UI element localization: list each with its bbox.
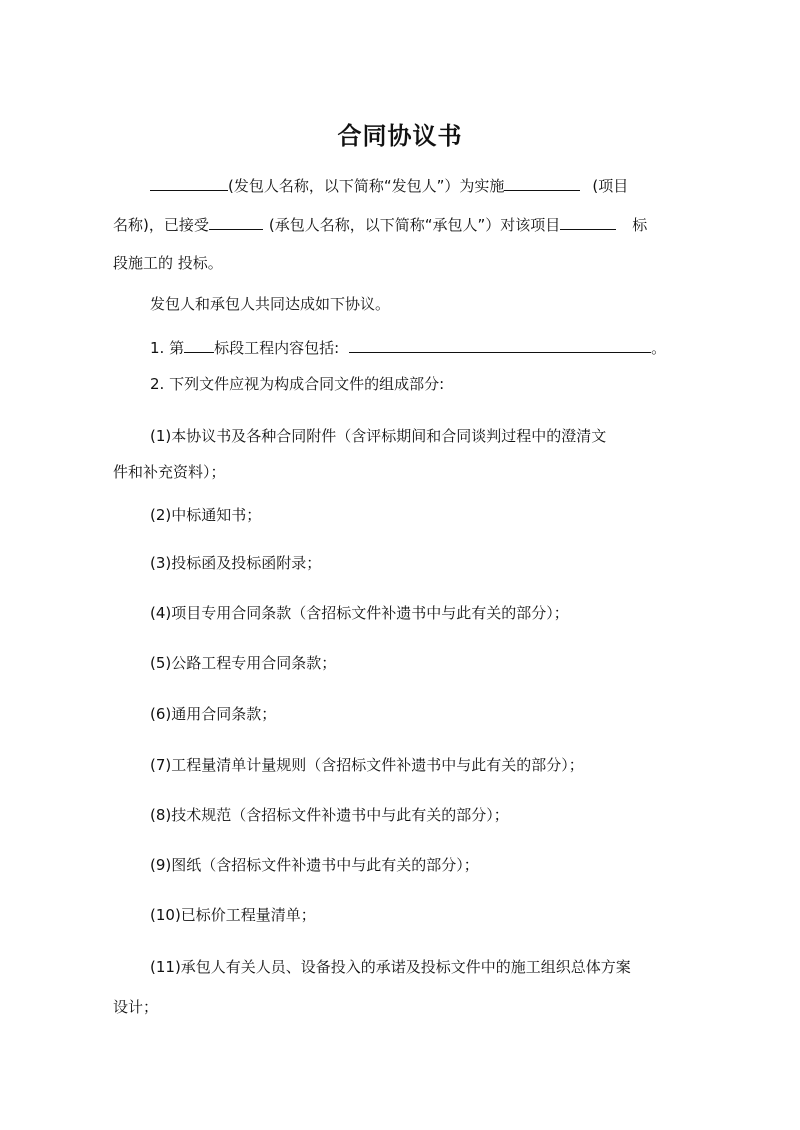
employer-name-blank bbox=[150, 174, 228, 191]
clause-1-prefix: 1. 第 bbox=[150, 339, 185, 357]
intro-line-2-head: 名称)，已接受 bbox=[113, 216, 209, 234]
work-content-blank bbox=[349, 336, 651, 353]
intro-line-1-text: (发包人名称，以下简称“发包人”）为实施 bbox=[228, 177, 505, 195]
list-item-10: (10)已标价工程量清单； bbox=[150, 906, 316, 924]
intro-line-2-mid: (承包人名称，以下简称“承包人”）对该项目 bbox=[268, 216, 561, 234]
list-item-2: (2)中标通知书； bbox=[150, 506, 262, 524]
list-item-1-line-1: (1)本协议书及各种合同附件（含评标期间和合同谈判过程中的澄清文 bbox=[150, 427, 607, 445]
list-item-9: (9)图纸（含招标文件补遗书中与此有关的部分）； bbox=[150, 856, 479, 874]
clause-1 bbox=[150, 336, 666, 358]
project-name-blank bbox=[504, 174, 580, 191]
list-item-5: (5)公路工程专用合同条款； bbox=[150, 654, 337, 672]
list-item-11-line-2: 设计； bbox=[113, 998, 159, 1016]
intro-line-1-tail: (项目 bbox=[592, 177, 629, 195]
contractor-name-blank bbox=[209, 213, 263, 230]
list-item-6: (6)通用合同条款； bbox=[150, 705, 277, 723]
intro-line-2-tail: 标 bbox=[632, 216, 648, 234]
list-item-11-line-1: (11)承包人有关人员、设备投入的承诺及投标文件中的施工组织总体方案 bbox=[150, 958, 631, 976]
section-number-blank bbox=[184, 336, 214, 353]
clause-2: 2. 下列文件应视为构成合同文件的组成部分: bbox=[150, 375, 445, 393]
list-item-3: (3)投标函及投标函附录； bbox=[150, 554, 322, 572]
document-title: 合同协议书 bbox=[337, 122, 463, 150]
clause-1-end: 。 bbox=[651, 339, 667, 357]
list-item-7: (7)工程量清单计量规则（含招标文件补遗书中与此有关的部分）； bbox=[150, 756, 584, 774]
list-item-8: (8)技术规范（含招标文件补遗书中与此有关的部分）； bbox=[150, 806, 509, 824]
list-item-1-line-2: 件和补充资料）； bbox=[113, 463, 226, 481]
intro-line-3: 段施工的 投标。 bbox=[113, 254, 223, 272]
intro-line-2 bbox=[113, 213, 647, 235]
section-blank bbox=[560, 213, 616, 230]
list-item-4: (4)项目专用合同条款（含招标文件补遗书中与此有关的部分）； bbox=[150, 604, 569, 622]
agreement-statement: 发包人和承包人共同达成如下协议。 bbox=[150, 295, 391, 313]
clause-1-middle: 标段工程内容包括: bbox=[214, 339, 340, 357]
intro-line-1 bbox=[150, 174, 628, 196]
